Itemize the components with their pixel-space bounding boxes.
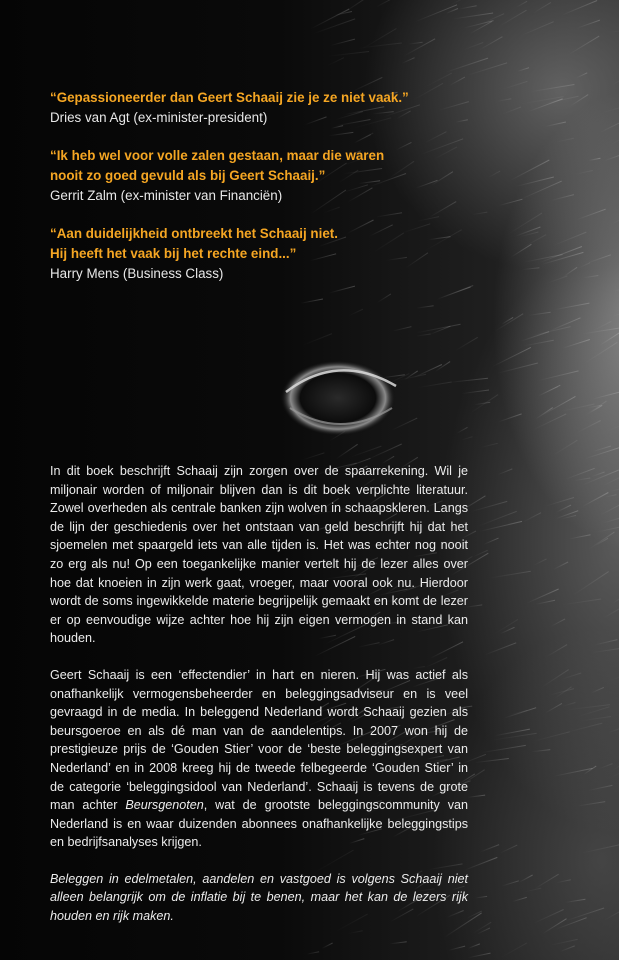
description-paragraph-3 — [50, 870, 468, 926]
closing-statement: Beleggen in edelmetalen, aandelen en vastgoed is volgens Schaaij niet alleen belangrijk om de inflatie bij te benen, maar het kan de lezers rijk houden en rijk maken. — [50, 871, 468, 924]
quote-author: Harry Mens (Business Class) — [50, 266, 224, 281]
quote-1 — [50, 88, 466, 128]
description-paragraph-1: In dit boek beschrijft Schaaij zijn zorgen over de spaarrekening. Wil je miljonair worden of miljonair blijven dan is dit boek verplichte literatuur. Zowel overheden als centrale banken zijn wolven in schaapskleren. Langs de lijn der geschiedenis over het ontstaan van geld beschrijft hij dat het sjoemelen met spaargeld iets van alle tijden is. Het was echter nog nooit zo erg als nu! Op een toegankelijke manier vertelt hij de lezer alles over hoe dat knoeien in zijn werk gaat, vroeger, maar vooral ook nu. Hierdoor wordt de soms ingewikkelde materie begrijpelijk gemaakt en komt de lezer er op eenvoudige wijze achter hoe hij zijn eigen vermogen in stand kan houden. — [50, 464, 468, 646]
book-description — [50, 462, 468, 944]
quote-text: “Gepassioneerder dan Geert Schaaij zie je ze niet vaak.” — [50, 90, 409, 105]
quote-3 — [50, 224, 466, 284]
quote-2 — [50, 146, 466, 206]
quote-author: Gerrit Zalm (ex-minister van Financiën) — [50, 188, 283, 203]
quote-text: “Aan duidelijkheid ontbreekt het Schaaij niet. Hij heeft het vaak bij het rechte eind...” — [50, 226, 338, 261]
quotes-section — [50, 88, 466, 302]
paragraph-text: , wat de grootste beleggingscommunity van Nederland is en waar duizenden abonnees onafhankelijke beleggingstips en bedrijfsanalyses krijgen. — [50, 798, 468, 850]
quote-author: Dries van Agt (ex-minister-president) — [50, 110, 268, 125]
quote-text: “Ik heb wel voor volle zalen gestaan, maar die waren nooit zo goed gevuld als bij Geert Schaaij.” — [50, 148, 385, 183]
description-paragraph-2 — [50, 666, 468, 852]
beursgenoten-title: Beursgenoten — [125, 798, 204, 813]
paragraph-text: Geert Schaaij is een ‘effectendier’ in hart en nieren. Hij was actief als onafhankelijk vermogensbeheerder en beleggingsadviseur en is veel gevraagd in de media. In beleggend Nederland wordt Schaaij gezien als beursgoeroe en als dé man van de aandelentips. In 2007 won hij de prestigieuze prijs de ‘Gouden Stier’ voor de ‘beste beleggingsexpert van Nederland’ en in 2008 kreeg hij de tweede felbegeerde ‘Gouden Stier’ in de categorie ‘beleggingsidool van Nederland’. Schaaij is tevens de grote man achter — [50, 667, 468, 813]
wolf-eye — [280, 360, 396, 436]
